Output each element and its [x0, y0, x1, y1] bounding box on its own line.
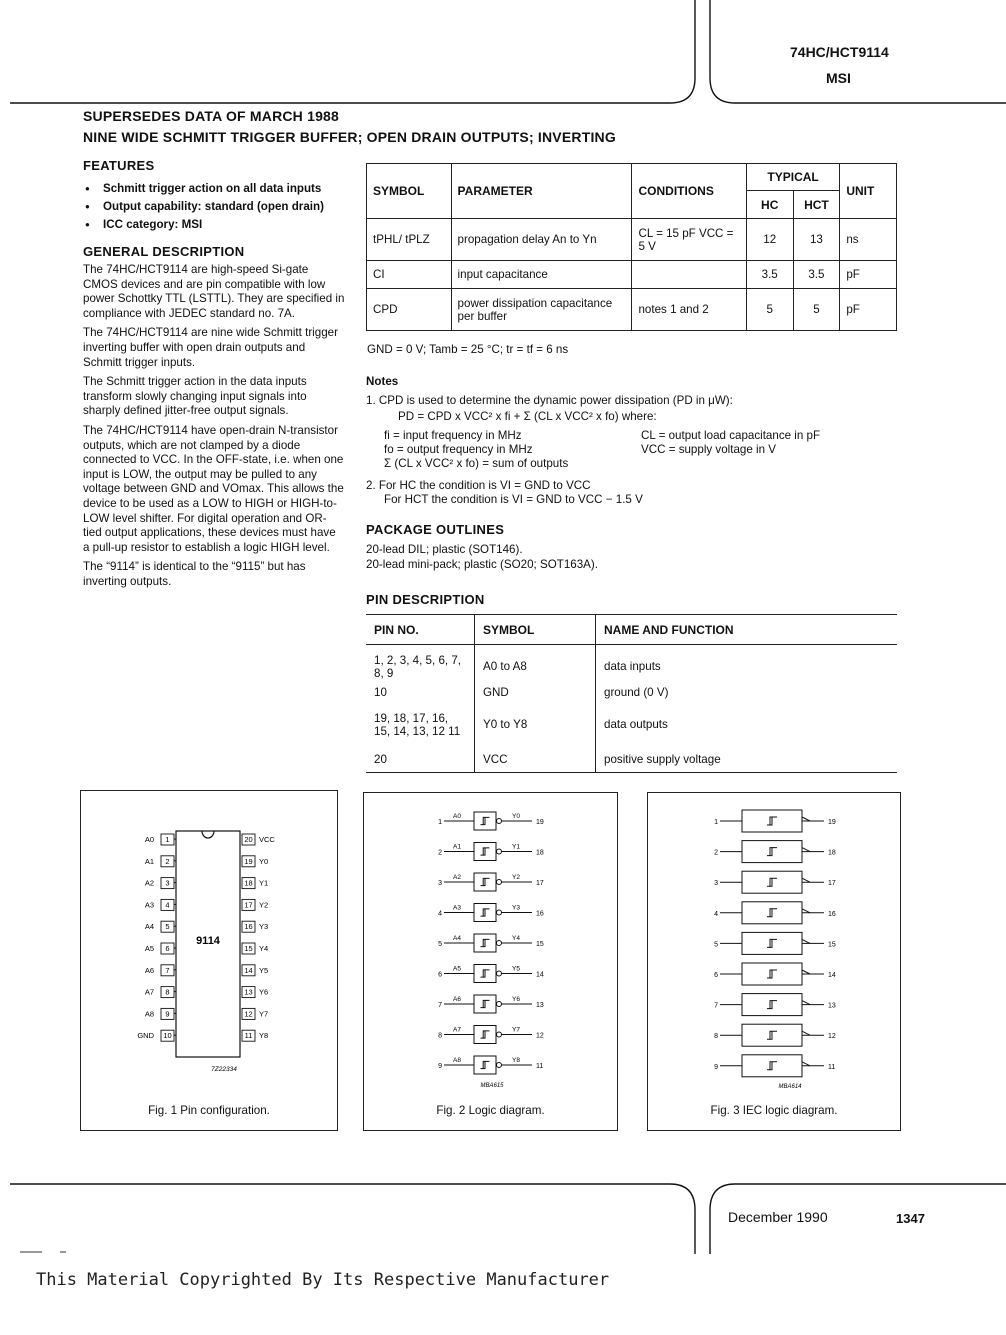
figure-iec-logic-diagram — [647, 792, 901, 1131]
inverter-bubble — [497, 971, 502, 976]
iec-buffer-gate — [714, 810, 836, 832]
pin-label: VCC — [259, 835, 275, 844]
input-pin-number: 5 — [714, 941, 718, 949]
pin-label: Y3 — [259, 922, 269, 932]
cell-symbol: A0 to A8 — [475, 645, 596, 683]
cell-pin: 19, 18, 17, 16, 15, 14, 13, 12 11 — [374, 711, 461, 738]
cell-name: positive supply voltage — [596, 747, 898, 773]
cell-hct: 13 — [793, 219, 840, 261]
cell-parameter: propagation delay An to Yn — [451, 219, 632, 261]
figure-3-caption: Fig. 3 IEC logic diagram. — [710, 1104, 838, 1117]
output-pin-number: 11 — [536, 1063, 544, 1070]
general-description-heading: GENERAL DESCRIPTION — [83, 244, 245, 259]
pin-label: Y2 — [259, 900, 269, 910]
input-pin-number: 8 — [714, 1033, 718, 1041]
output-label: Y3 — [512, 904, 520, 912]
inverter-flag — [802, 1001, 810, 1005]
cell-symbol: CPD — [367, 289, 452, 331]
input-label: A3 — [453, 904, 461, 912]
cell-pin: 20 — [366, 747, 475, 773]
pin-number: 11 — [244, 1031, 253, 1041]
col-hc: HC — [746, 191, 793, 219]
output-label: Y0 — [512, 813, 520, 820]
inverter-flag — [802, 939, 810, 943]
cell-hc: 5 — [746, 289, 793, 331]
iec-buffer-gate — [714, 1055, 835, 1077]
input-pin-number: 2 — [714, 849, 718, 857]
pin-label: Y1 — [259, 878, 269, 888]
pin-number: 4 — [165, 900, 170, 910]
inverter-flag — [802, 878, 810, 882]
output-pin-number: 15 — [828, 941, 836, 949]
table-row — [366, 683, 897, 703]
output-pin-number: 11 — [828, 1063, 836, 1071]
cell-hc: 3.5 — [746, 261, 793, 289]
pin-label: Y4 — [259, 944, 269, 953]
output-pin-number: 14 — [536, 971, 544, 979]
output-label: Y1 — [512, 843, 520, 851]
table-footnote: GND = 0 V; Tamb = 25 °C; tr = tf = 6 ns — [367, 343, 569, 356]
figure-code: MBA615 — [480, 1083, 504, 1089]
pin-number: 12 — [244, 1009, 253, 1019]
col-pin-no: PIN NO. — [366, 615, 475, 645]
pin-number: 5 — [165, 922, 170, 932]
part-number: 74HC/HCT9114 — [790, 44, 889, 60]
package-line: 20-lead mini-pack; plastic (SO20; SOT163A). — [366, 557, 598, 571]
input-pin-number: 4 — [438, 910, 442, 918]
cell-hct: 3.5 — [793, 261, 840, 289]
cell-hc: 12 — [746, 219, 793, 261]
col-symbol: SYMBOL — [367, 164, 452, 219]
pin-number: 20 — [244, 835, 253, 844]
ic-notch — [202, 831, 214, 838]
inverter-flag — [802, 970, 810, 974]
cell-unit: pF — [840, 261, 897, 289]
pin-label: A4 — [144, 922, 154, 932]
input-label: A8 — [453, 1057, 461, 1064]
input-pin-number: 5 — [438, 941, 442, 948]
cell-parameter: input capacitance — [451, 261, 632, 289]
pin-number: 8 — [165, 987, 170, 997]
inverter-flag — [802, 909, 810, 913]
table-row — [366, 703, 897, 747]
input-pin-number: 3 — [714, 880, 718, 888]
input-pin-number: 7 — [438, 1002, 442, 1009]
output-pin-number: 13 — [828, 1002, 836, 1010]
logic-diagram — [364, 793, 617, 1098]
cell-name: data inputs — [596, 645, 898, 683]
output-label: Y6 — [512, 996, 520, 1003]
inverter-bubble — [497, 1002, 502, 1007]
paragraph: The 74HC/HCT9114 are nine wide Schmitt trigger inverting buffer with open drain outputs and Schmitt trigger inputs. — [83, 326, 338, 369]
paragraph: The Schmitt trigger action in the data inputs transform slowly changing input signals into sharply defined jitter-free output signals. — [83, 375, 307, 418]
output-pin-number: 16 — [828, 910, 836, 918]
cell-symbol: VCC — [475, 747, 596, 773]
features-heading: FEATURES — [83, 158, 155, 173]
pin-label: A0 — [144, 835, 154, 844]
cell-symbol: tPHL/ tPLZ — [367, 219, 452, 261]
inverter-bubble — [497, 910, 502, 915]
pin-number: 13 — [244, 987, 253, 997]
footer-frame — [0, 1170, 1006, 1260]
buffer-gate — [438, 904, 544, 922]
pin-number: 7 — [165, 965, 170, 975]
cell-conditions: CL = 15 pF VCC = 5 V — [632, 219, 746, 261]
output-pin-number: 18 — [536, 849, 544, 857]
cell-symbol: Y0 to Y8 — [475, 703, 596, 747]
input-pin-number: 1 — [438, 819, 442, 826]
output-label: Y4 — [512, 935, 520, 942]
feature-item: ● Schmitt trigger action on all data inputs — [103, 181, 345, 196]
output-pin-number: 15 — [536, 941, 544, 948]
pin-number: 9 — [165, 1009, 170, 1019]
inverter-bubble — [497, 880, 502, 885]
pin-label: A2 — [144, 878, 154, 888]
note-2b: For HCT the condition is VI = GND to VCC − 1.5 V — [384, 493, 643, 507]
package-line: 20-lead DIL; plastic (SOT146). — [366, 543, 523, 556]
paragraph: The 74HC/HCT9114 have open-drain N-transistor outputs, which are not clamped by a diode connected to VCC. In the OFF-state, i.e. when one input is LOW, the output may be pulled to any voltage between GND and VOmax. This allows the device to be used as a LOW to HIGH or HIGH-to-LOW level shifter. For digital operation and OR-tied output applications, these devices must have a pull-up resistor to establish a logic HIGH level. — [83, 423, 344, 554]
paragraph: The 74HC/HCT9114 are high-speed Si-gate CMOS devices and are pin compatible with low power Schottky TTL (LSTTL). They are specified in compliance with JEDEC standard no. 7A. — [83, 263, 345, 320]
note-sum: Σ (CL x VCC² x fo) = sum of outputs — [384, 456, 569, 470]
col-typical: TYPICAL — [746, 164, 839, 191]
pin-number: 10 — [163, 1031, 172, 1041]
footer-date: December 1990 — [728, 1209, 828, 1225]
input-pin-number: 3 — [438, 880, 442, 887]
header-frame — [0, 0, 1006, 120]
pin-number: 14 — [244, 965, 253, 975]
input-pin-number: 4 — [714, 910, 718, 918]
cell-pin: 1, 2, 3, 4, 5, 6, 7, 8, 9 — [374, 653, 462, 680]
note-formula: PD = CPD x VCC² x fi + Σ (CL x VCC² x fo) where: — [398, 410, 657, 424]
paragraph: The “9114” is identical to the “9115” but has inverting outputs. — [83, 560, 306, 588]
cell-conditions — [632, 261, 746, 289]
iec-buffer-gate — [714, 932, 836, 954]
pin-number: 19 — [244, 856, 253, 866]
pin-number: 6 — [165, 944, 170, 953]
input-label: A6 — [453, 996, 461, 1003]
figure-1-caption: Fig. 1 Pin configuration. — [148, 1104, 270, 1117]
col-conditions: CONDITIONS — [632, 164, 746, 219]
output-pin-number: 19 — [828, 819, 836, 826]
pin-label: A6 — [144, 965, 154, 975]
pin-label: A8 — [144, 1009, 154, 1019]
table-row — [367, 261, 897, 289]
input-pin-number: 1 — [714, 819, 718, 826]
input-label: A5 — [453, 965, 461, 973]
note-2a: 2. For HC the condition is VI = GND to VCC — [366, 478, 591, 492]
pin-label: A7 — [144, 987, 154, 997]
input-pin-number: 9 — [714, 1063, 718, 1071]
cell-unit: ns — [840, 219, 897, 261]
inverter-flag — [802, 1031, 810, 1035]
buffer-gate — [438, 934, 544, 952]
pin-number: 3 — [165, 878, 170, 888]
output-pin-number: 19 — [536, 819, 544, 826]
col-unit: UNIT — [840, 164, 897, 219]
copyright-notice: This Material Copyrighted By Its Respective Manufacturer — [36, 1270, 610, 1290]
pin-label: A5 — [144, 944, 154, 953]
inverter-bubble — [497, 1063, 502, 1068]
col-symbol: SYMBOL — [475, 615, 596, 645]
buffer-gate — [438, 1026, 544, 1044]
quick-reference-table — [366, 163, 897, 331]
table-row — [367, 219, 897, 261]
inverter-bubble — [497, 941, 502, 946]
input-pin-number: 6 — [714, 972, 718, 979]
input-label: A4 — [453, 935, 461, 942]
pin-label: A1 — [144, 856, 154, 866]
note-1: 1. CPD is used to determine the dynamic power dissipation (PD in μW): — [366, 393, 733, 407]
supersedes-title: SUPERSEDES DATA OF MARCH 1988 — [83, 108, 340, 124]
pin-label: Y7 — [259, 1009, 269, 1019]
iec-buffer-gate — [714, 902, 836, 924]
ic-chip-label: 9114 — [196, 935, 220, 947]
inverter-flag — [802, 848, 810, 852]
cell-pin: 10 — [374, 686, 387, 699]
pin-configuration-diagram — [81, 791, 337, 1091]
output-pin-number: 16 — [536, 910, 544, 918]
table-row — [366, 747, 897, 773]
input-pin-number: 2 — [438, 849, 442, 857]
pin-number: 2 — [165, 856, 170, 866]
pin-label: A3 — [144, 900, 154, 910]
inverter-flag — [802, 817, 810, 821]
category-label: MSI — [826, 70, 851, 86]
buffer-gate — [438, 843, 544, 861]
pin-label: Y8 — [259, 1031, 269, 1041]
iec-buffer-gate — [714, 871, 836, 893]
pin-label: Y5 — [259, 965, 269, 975]
pin-number: 15 — [244, 944, 253, 953]
iec-logic-diagram — [648, 793, 900, 1098]
col-name-function: NAME AND FUNCTION — [596, 615, 898, 645]
inverter-bubble — [497, 849, 502, 854]
col-parameter: PARAMETER — [451, 164, 632, 219]
table-row — [367, 289, 897, 331]
inverter-flag — [802, 1062, 810, 1066]
output-pin-number: 14 — [828, 972, 836, 979]
col-hct: HCT — [793, 191, 840, 219]
cell-symbol: GND — [475, 683, 596, 703]
iec-buffer-gate — [714, 1024, 836, 1046]
pin-description-table — [366, 614, 897, 773]
inverter-bubble — [497, 1032, 502, 1037]
table-row — [366, 645, 897, 683]
output-pin-number: 17 — [536, 880, 544, 887]
pin-number: 17 — [244, 900, 253, 910]
iec-buffer-gate — [714, 841, 836, 863]
feature-item: ● Output capability: standard (open drain) — [103, 199, 345, 214]
pin-description-heading: PIN DESCRIPTION — [366, 592, 485, 607]
output-pin-number: 13 — [536, 1002, 544, 1009]
note-fi: fi = input frequency in MHz — [384, 428, 522, 442]
cell-name: data outputs — [596, 703, 898, 747]
pin-number: 16 — [244, 922, 253, 932]
cell-parameter: power dissipation capacitance per buffer — [451, 289, 632, 331]
output-pin-number: 17 — [828, 880, 836, 888]
figure-2-caption: Fig. 2 Logic diagram. — [436, 1104, 545, 1117]
input-pin-number: 8 — [438, 1032, 442, 1040]
input-label: A0 — [453, 813, 461, 820]
output-label: Y2 — [512, 874, 520, 881]
general-description — [83, 263, 345, 589]
feature-item: ● ICC category: MSI — [103, 217, 345, 232]
input-label: A7 — [453, 1026, 461, 1034]
note-vcc: VCC = supply voltage in V — [641, 442, 777, 456]
buffer-gate — [438, 873, 544, 891]
input-pin-number: 9 — [438, 1063, 442, 1070]
pin-label: Y0 — [259, 856, 269, 866]
figure-code: 7Z22334 — [211, 1066, 237, 1073]
features-list — [83, 181, 345, 232]
cell-name: ground (0 V) — [596, 683, 898, 703]
document-title: NINE WIDE SCHMITT TRIGGER BUFFER; OPEN DRAIN OUTPUTS; INVERTING — [83, 129, 616, 145]
cell-conditions: notes 1 and 2 — [632, 289, 746, 331]
output-label: Y7 — [512, 1026, 520, 1034]
output-label: Y8 — [512, 1057, 520, 1064]
buffer-gate — [438, 995, 544, 1013]
output-pin-number: 12 — [536, 1032, 544, 1040]
output-pin-number: 18 — [828, 849, 836, 857]
input-label: A2 — [453, 874, 461, 881]
buffer-gate — [438, 812, 544, 830]
figure-code: MBA614 — [778, 1083, 802, 1090]
package-heading: PACKAGE OUTLINES — [366, 522, 505, 537]
iec-buffer-gate — [714, 994, 836, 1016]
note-fo: fo = output frequency in MHz — [384, 442, 533, 456]
input-label: A1 — [453, 843, 461, 851]
footer-page-number: 1347 — [896, 1211, 925, 1226]
buffer-gate — [438, 965, 544, 983]
input-pin-number: 6 — [438, 971, 442, 979]
output-label: Y5 — [512, 965, 520, 973]
figure-pin-configuration — [80, 790, 338, 1131]
cell-unit: pF — [840, 289, 897, 331]
output-pin-number: 12 — [828, 1033, 836, 1041]
notes-heading: Notes — [366, 375, 399, 388]
iec-buffer-gate — [714, 963, 836, 985]
buffer-gate — [438, 1056, 543, 1074]
figure-logic-diagram — [363, 792, 618, 1131]
pin-number: 1 — [165, 835, 170, 844]
note-cl: CL = output load capacitance in pF — [641, 428, 821, 442]
cell-hct: 5 — [793, 289, 840, 331]
cell-symbol: CI — [367, 261, 452, 289]
pin-number: 18 — [244, 878, 253, 888]
input-pin-number: 7 — [714, 1002, 718, 1010]
inverter-bubble — [497, 819, 502, 824]
pin-label: GND — [137, 1031, 154, 1041]
pin-label: Y6 — [259, 987, 269, 997]
